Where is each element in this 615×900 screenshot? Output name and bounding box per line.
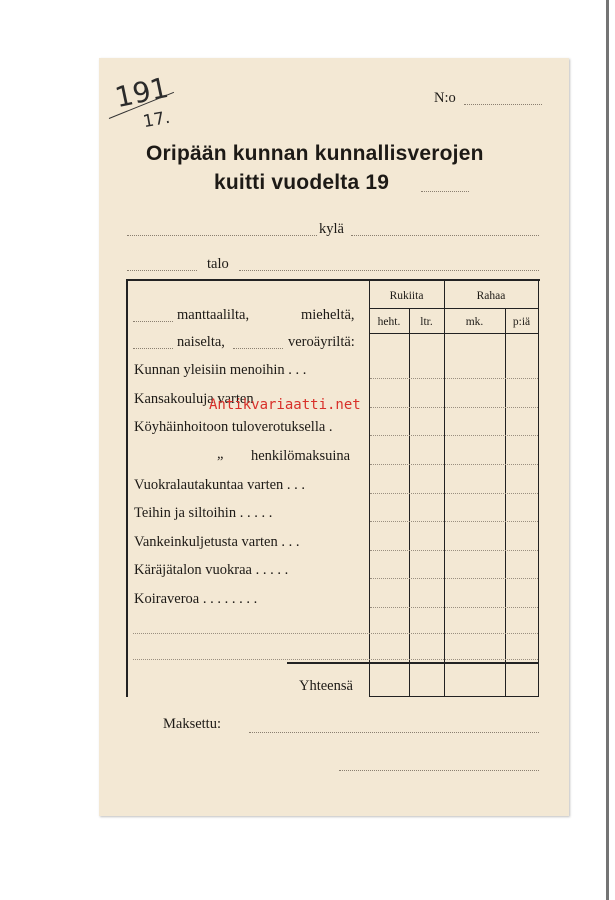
row-teihin-siltoihin: Teihin ja siltoihin . . . . . xyxy=(134,505,273,521)
intro-veroayrilta: veroäyriltä: xyxy=(288,334,355,350)
intro-miehelta: mieheltä, xyxy=(301,307,355,323)
intro-naiselta: naiselta, xyxy=(177,334,225,350)
row-yleisiin-menoihin: Kunnan yleisiin menoihin . . . xyxy=(134,362,307,378)
col-rule-5 xyxy=(538,281,539,697)
watermark-text: Antikvariaatti.net xyxy=(209,397,361,413)
intro-manttaalilta: manttaalilta, xyxy=(177,307,250,323)
paid-line-2 xyxy=(339,770,539,771)
col-rule-3 xyxy=(444,281,445,697)
row-karajatalon-vuokra: Käräjätalon vuokraa . . . . . xyxy=(134,562,289,578)
row-vankeinkuljetus: Vankeinkuljetusta varten . . . xyxy=(134,534,300,550)
talo-line-right xyxy=(239,270,539,271)
intro-dots-2 xyxy=(133,348,173,349)
blank-line-2 xyxy=(133,659,538,660)
row-line-9 xyxy=(370,607,538,608)
handwritten-fraction: 17. xyxy=(141,107,172,133)
row-line-3 xyxy=(370,435,538,436)
year-line xyxy=(421,191,469,192)
header-rukiita: Rukiita xyxy=(389,290,424,302)
kyla-line-right xyxy=(351,235,539,236)
table-top-rule xyxy=(126,279,540,281)
paid-line-1 xyxy=(249,732,539,733)
title-line-2: kuitti vuodelta 19 xyxy=(214,171,390,194)
row-kansakouluja: Kansakouluja varten xyxy=(134,391,254,407)
header-pia: p:iä xyxy=(512,316,531,328)
handwritten-number: 191 xyxy=(112,70,172,115)
header-rahaa: Rahaa xyxy=(476,290,506,302)
col-rule-1 xyxy=(369,281,370,697)
col-rule-2 xyxy=(409,308,410,697)
header-bottom-rule xyxy=(369,333,539,334)
row-koiravero: Koiraveroa . . . . . . . . xyxy=(134,591,258,607)
header-sub-rule xyxy=(369,308,539,309)
title-line-1: Oripään kunnan kunnallisverojen xyxy=(146,142,484,165)
row-line-6 xyxy=(370,521,538,522)
row-line-2 xyxy=(370,407,538,408)
number-label: N:o xyxy=(434,90,456,106)
talo-line-left xyxy=(127,270,197,271)
header-mk: mk. xyxy=(465,316,484,328)
scan-edge xyxy=(606,0,609,900)
blank-line-1 xyxy=(133,633,538,634)
header-ltr: ltr. xyxy=(420,316,433,328)
row-line-7 xyxy=(370,550,538,551)
table-left-rule xyxy=(126,281,128,697)
intro-dots-3 xyxy=(233,348,283,349)
row-line-4 xyxy=(370,464,538,465)
row-line-5 xyxy=(370,493,538,494)
ditto-mark: „ xyxy=(217,446,224,462)
talo-label: talo xyxy=(207,256,229,272)
paid-label: Maksettu: xyxy=(163,716,221,732)
kyla-line-left xyxy=(127,235,317,236)
number-line xyxy=(464,104,542,105)
receipt-form xyxy=(99,58,569,816)
header-heht: heht. xyxy=(377,316,401,328)
col-rule-4 xyxy=(505,308,506,697)
row-line-8 xyxy=(370,578,538,579)
intro-dots-1 xyxy=(133,321,173,322)
row-line-1 xyxy=(370,378,538,379)
row-vuokralautakunta: Vuokralautakuntaa varten . . . xyxy=(134,477,306,493)
row-henkilomaksuina: henkilömaksuina xyxy=(251,448,351,464)
total-label: Yhteensä xyxy=(299,678,353,694)
kyla-label: kylä xyxy=(319,221,344,237)
table-bottom-rule xyxy=(369,696,539,697)
row-koyhainhoito-tulovero: Köyhäinhoitoon tuloverotuksella . xyxy=(134,419,333,435)
total-rule xyxy=(287,662,539,664)
